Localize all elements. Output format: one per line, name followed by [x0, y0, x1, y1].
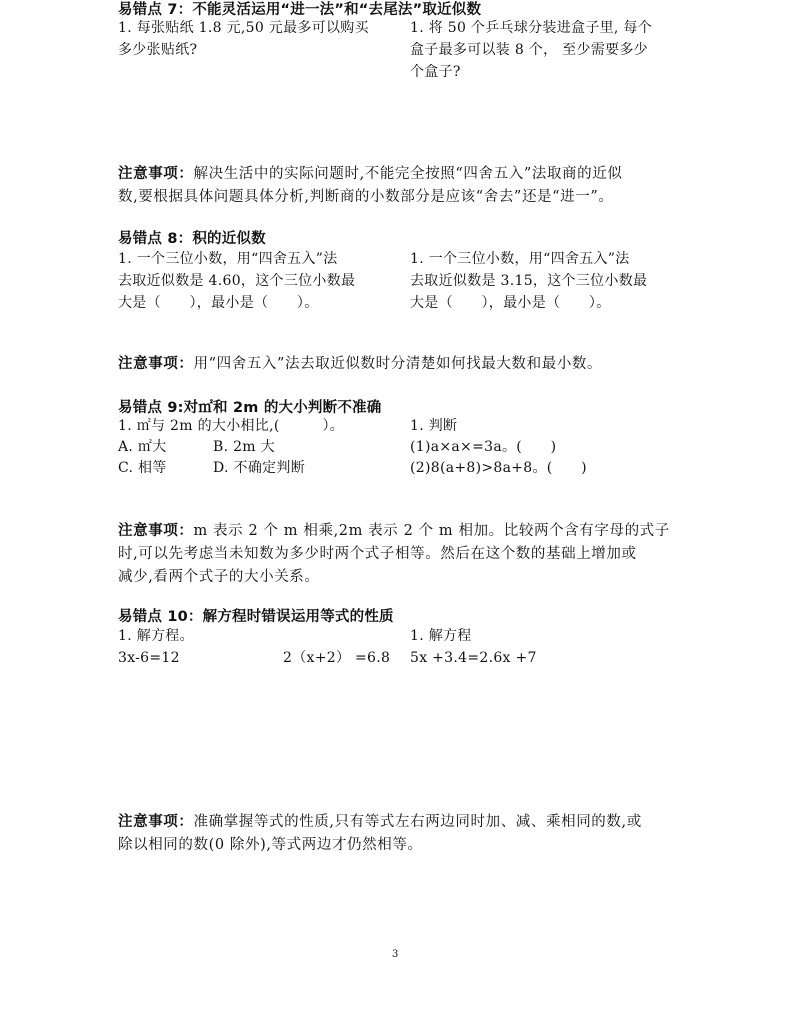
s7-note-line-1: 注意事项：解决生活中的实际问题时,不能完全按照“四舍五入”法取商的近似 [118, 166, 623, 182]
s7-note-label: 注意事项： [118, 166, 194, 182]
s9-question-right-line-1: 1. 判断 [410, 418, 458, 434]
section-9-heading: 易错点 9:对㎡和 2m 的大小判断不准确 [118, 400, 382, 416]
s9-option-c: C. 相等 [118, 460, 167, 476]
s9-question-right-line-2: (1)a×a×=3a。( ) [410, 439, 557, 455]
s9-option-a: A. ㎡大 [118, 439, 167, 455]
s7-question-right-line-3: 个盒子? [410, 64, 461, 80]
s10-note-line-1: 注意事项：准确掌握等式的性质,只有等式左右两边同时加、减、乘相同的数,或 [118, 814, 642, 830]
s9-question-right-line-3: (2)8(a+8)>8a+8。( ) [410, 460, 587, 476]
s9-note-line-1: 注意事项：m 表示 2 个 m 相乘,2m 表示 2 个 m 相加。比较两个含有字母的式子 [118, 523, 670, 539]
s10-equation-1: 3x-6=12 [118, 650, 180, 666]
s9-note-line-3: 减少,看两个式子的大小关系。 [118, 569, 320, 585]
section-7-heading: 易错点 7：不能灵活运用“进一法”和“去尾法”取近似数 [118, 2, 482, 18]
s7-note-line-2: 数,要根据具体问题具体分析,判断商的小数部分是应该“舍去”还是“进一”。 [118, 189, 614, 205]
s10-equation-2: 2（x+2） =6.8 [283, 650, 391, 666]
s8-note-line-1: 注意事项：用“四舍五入”法去取近似数时分清楚如何找最大数和最小数。 [118, 356, 603, 372]
s9-option-d: D. 不确定判断 [213, 460, 306, 476]
s10-note-label: 注意事项： [118, 814, 194, 830]
s8-question-right-line-3: 大是（ ），最小是（ ）。 [410, 295, 611, 311]
s8-question-left-line-3: 大是（ ），最小是（ ）。 [118, 295, 319, 311]
s10-note-line-2: 除以相同的数(0 除外),等式两边才仍然相等。 [118, 837, 423, 853]
s8-question-left-line-2: 去取近似数是 4.60，这个三位小数最 [118, 273, 356, 289]
section-10-heading: 易错点 10：解方程时错误运用等式的性质 [118, 609, 394, 625]
s8-question-left-line-1: 1. 一个三位小数，用“四舍五入”法 [118, 251, 338, 267]
s8-question-right-line-2: 去取近似数是 3.15，这个三位小数最 [410, 273, 648, 289]
s9-question-left-line-1: 1. ㎡与 2m 的大小相比,( ）。 [118, 418, 345, 434]
s7-question-left-line-1: 1. 每张贴纸 1.8 元,50 元最多可以购买 [118, 20, 369, 36]
s7-question-right-line-1: 1. 将 50 个乒乓球分装进盒子里, 每个 [410, 20, 653, 36]
s10-equation-3: 5x +3.4=2.6x +7 [410, 650, 537, 666]
s8-note-label: 注意事项： [118, 356, 194, 372]
page-number: 3 [392, 949, 399, 960]
s7-question-right-line-2: 盒子最多可以装 8 个， 至少需要多少 [410, 42, 648, 58]
s7-question-left-line-2: 多少张贴纸? [118, 42, 198, 58]
s10-question-right-line-1: 1. 解方程 [410, 628, 472, 644]
s9-option-b: B. 2m 大 [213, 439, 275, 455]
s10-question-left-line-1: 1. 解方程。 [118, 628, 194, 644]
s8-question-right-line-1: 1. 一个三位小数，用“四舍五入”法 [410, 251, 630, 267]
s9-note-line-2: 时,可以先考虑当未知数为多少时两个式子相等。然后在这个数的基础上增加或 [118, 546, 637, 562]
section-8-heading: 易错点 8：积的近似数 [118, 231, 266, 247]
s9-note-label: 注意事项： [118, 523, 194, 539]
